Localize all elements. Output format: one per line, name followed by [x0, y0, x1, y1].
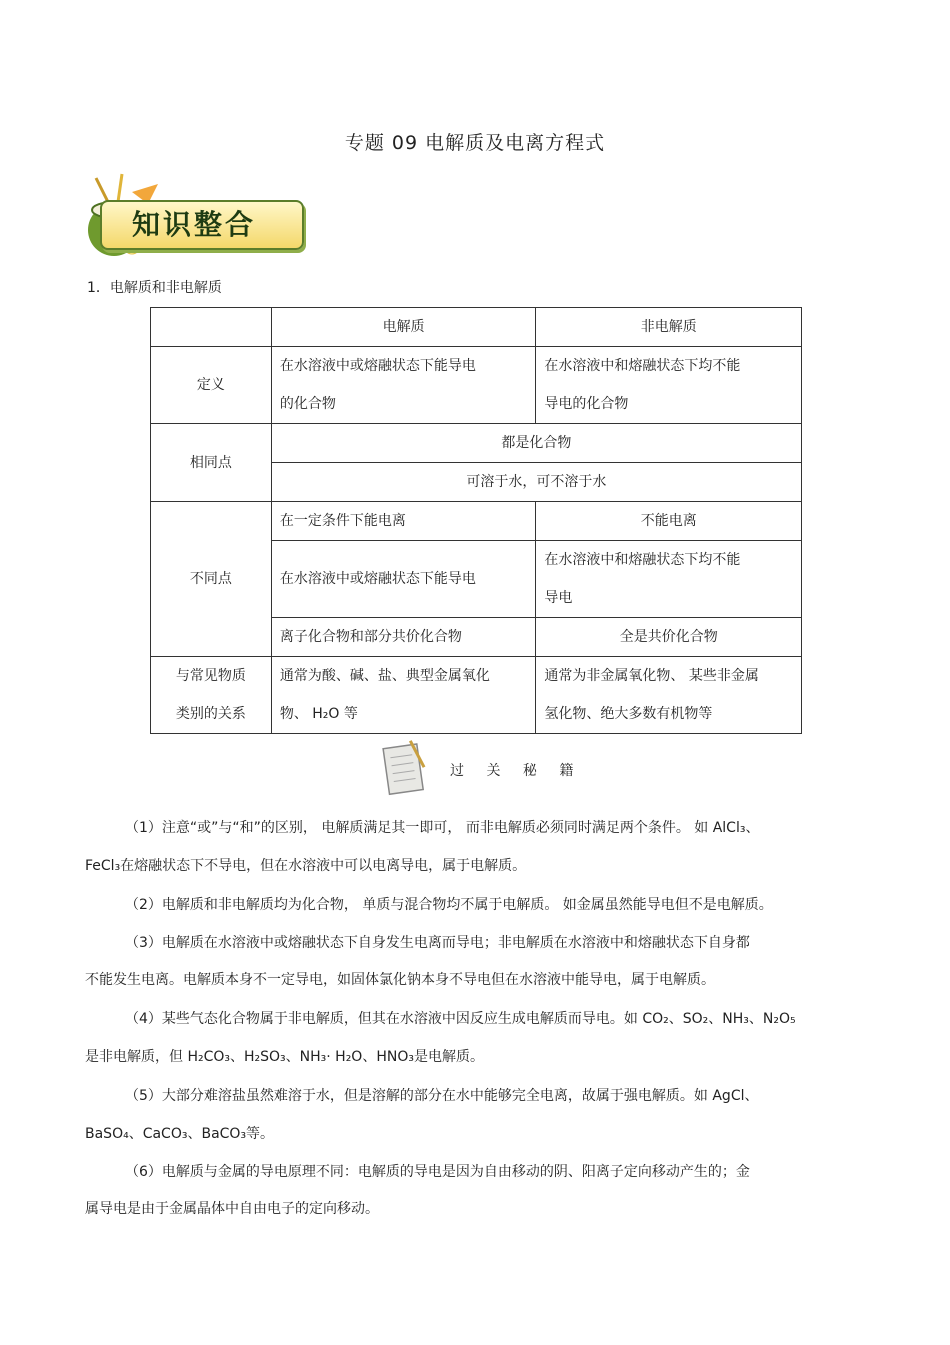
row-label-diff: 不同点 — [151, 502, 272, 657]
table-row — [151, 424, 802, 463]
row-label-same: 相同点 — [151, 424, 272, 502]
cell-same-2: 可溶于水，可不溶于水 — [271, 463, 801, 502]
cell-def-nonelectrolyte — [536, 347, 802, 424]
cell-line: 在水溶液中或熔融状态下能导电 — [279, 358, 476, 374]
cell-rel-n — [536, 657, 802, 734]
cell-line: 在水溶液中和熔融状态下均不能 — [544, 552, 741, 568]
paragraph-line: （4）某些气态化合物属于非电解质，但其在水溶液中因反应生成电解质而导电。如 CO₂、SO₂、NH₃、N₂O₅ — [125, 1011, 796, 1027]
cell-same-1: 都是化合物 — [271, 424, 801, 463]
comparison-table — [150, 307, 802, 734]
cell-line: 氢化物、绝大多数有机物等 — [544, 706, 713, 722]
paragraph-line: 是非电解质，但 H₂CO₃、H₂SO₃、NH₃· H₂O、HNO₃是电解质。 — [85, 1049, 484, 1065]
empty-cell — [151, 308, 272, 347]
page-title: 专题 09 电解质及电离方程式 — [344, 132, 606, 154]
cell-line: 通常为酸、碱、盐、典型金属氧化 — [279, 668, 490, 684]
paragraph-line: （1）注意“或”与“和”的区别， 电解质满足其一即可， 而非电解质必须同时满足两个条件。 如 AlCl₃、 — [125, 820, 760, 836]
header-electrolyte: 电解质 — [271, 308, 536, 347]
cell-diff-2-e: 在水溶液中或熔融状态下能导电 — [271, 541, 536, 618]
table-row — [151, 502, 802, 541]
cell-diff-1-n: 不能电离 — [536, 502, 802, 541]
cell-line: 导电 — [544, 590, 573, 606]
section-heading: 1．电解质和非电解质 — [87, 280, 222, 296]
cell-line: 通常为非金属氧化物、 某些非金属 — [544, 668, 759, 684]
cell-line: 导电的化合物 — [544, 396, 629, 412]
table-row — [151, 347, 802, 424]
banner-title: 知识整合 — [132, 208, 257, 241]
cell-line: 类别的关系 — [175, 706, 246, 722]
cell-diff-3-n: 全是共价化合物 — [536, 618, 802, 657]
cell-def-electrolyte — [271, 347, 536, 424]
cell-rel-e — [271, 657, 536, 734]
paragraph-line: （3）电解质在水溶液中或熔融状态下自身发生电离而导电；非电解质在水溶液中和熔融状态下自身都 — [125, 935, 750, 951]
row-label-relation — [151, 657, 272, 734]
table-row — [151, 308, 802, 347]
cell-diff-1-e: 在一定条件下能电离 — [271, 502, 536, 541]
paragraph-line: 不能发生电离。电解质本身不一定导电，如固体氯化钠本身不导电但在水溶液中能导电，属于电解质。 — [85, 972, 715, 988]
paragraph-line: 属导电是由于金属晶体中自由电子的定向移动。 — [85, 1201, 379, 1217]
cell-line: 物、 H₂O 等 — [279, 706, 358, 722]
table-row — [151, 657, 802, 734]
tip-heading: 过 关 秘 籍 — [450, 763, 583, 779]
row-label-definition: 定义 — [151, 347, 272, 424]
paragraph-line: BaSO₄、CaCO₃、BaCO₃等。 — [85, 1126, 275, 1142]
paragraph-line: （5）大部分难溶盐虽然难溶于水，但是溶解的部分在水中能够完全电离，故属于强电解质。如 AgCl、 — [125, 1088, 759, 1104]
cell-line: 的化合物 — [279, 396, 336, 412]
header-nonelectrolyte: 非电解质 — [536, 308, 802, 347]
cell-diff-2-n — [536, 541, 802, 618]
cell-diff-3-e: 离子化合物和部分共价化合物 — [271, 618, 536, 657]
paragraph-line: FeCl₃在熔融状态下不导电，但在水溶液中可以电离导电，属于电解质。 — [85, 858, 527, 874]
cell-line: 与常见物质 — [175, 668, 246, 684]
cell-line: 在水溶液中和熔融状态下均不能 — [544, 358, 741, 374]
paragraph-line: （6）电解质与金属的导电原理不同：电解质的导电是因为自由移动的阴、阳离子定向移动产生的；金 — [125, 1164, 750, 1180]
paragraph-line: （2）电解质和非电解质均为化合物， 单质与混合物均不属于电解质。 如金属虽然能导电但不是电解质。 — [125, 897, 773, 913]
